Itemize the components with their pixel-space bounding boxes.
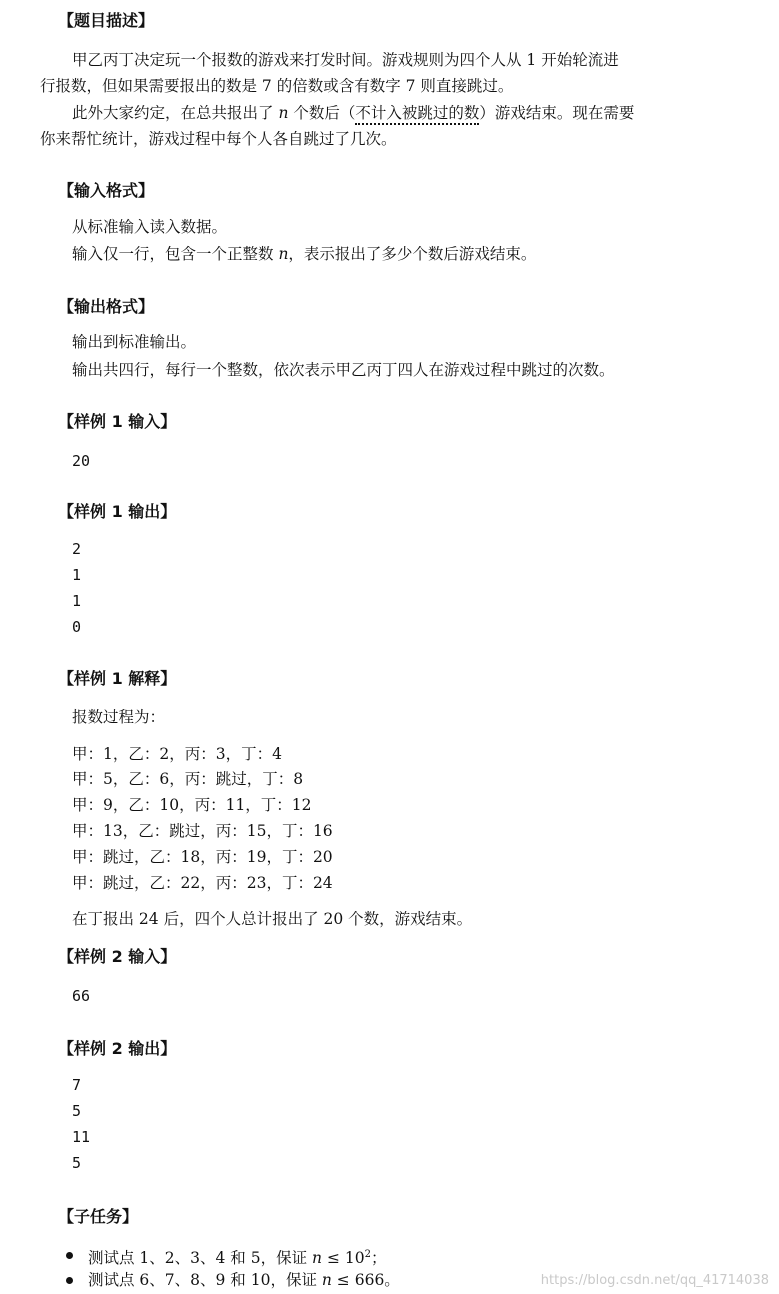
heading-sample1-input: 【样例 1 输入】 — [58, 412, 177, 431]
sample2-output-line: 5 — [72, 1154, 82, 1172]
bullet-icon — [66, 1252, 73, 1259]
sample1-input-value: 20 — [72, 452, 91, 470]
heading-sample2-input: 【样例 2 输入】 — [58, 947, 177, 966]
explain-intro: 报数过程为： — [72, 708, 166, 726]
input-line-1: 从标准输入读入数据。 — [72, 218, 228, 236]
desc-line-3: 此外大家约定，在总共报出了 n 个数后（不计入被跳过的数）游戏结束。现在需要 — [72, 101, 634, 125]
desc-line-1: 甲乙丙丁决定玩一个报数的游戏来打发时间。游戏规则为四个人从 1 开始轮流进 — [72, 51, 619, 69]
output-line-2: 输出共四行，每行一个整数，依次表示甲乙丙丁四人在游戏过程中跳过的次数。 — [72, 361, 615, 379]
sample1-output-line: 0 — [72, 618, 82, 636]
heading-subtasks: 【子任务】 — [58, 1207, 139, 1226]
heading-sample1-explain: 【样例 1 解释】 — [58, 669, 177, 688]
sample1-output-line: 2 — [72, 540, 82, 558]
sample1-output-line: 1 — [72, 592, 82, 610]
desc-line-4: 你来帮忙统计，游戏过程中每个人各自跳过了几次。 — [40, 130, 397, 148]
explain-round: 甲：13，乙：跳过，丙：15，丁：16 — [72, 822, 333, 840]
sample2-output-line: 5 — [72, 1102, 82, 1120]
sample1-output-line: 1 — [72, 566, 82, 584]
subtask-item-1: 测试点 1、2、3、4 和 5，保证 $n \le 10^2$； — [88, 1249, 387, 1268]
subtask-item-2: 测试点 6、7、8、9 和 10，保证 n ≤ 666。 — [88, 1271, 400, 1289]
heading-input: 【输入格式】 — [58, 181, 155, 200]
heading-description: 【题目描述】 — [58, 11, 155, 30]
heading-output: 【输出格式】 — [58, 297, 155, 316]
explain-round: 甲：跳过，乙：22，丙：23，丁：24 — [72, 874, 333, 892]
heading-sample2-output: 【样例 2 输出】 — [58, 1039, 177, 1058]
sample2-output-line: 11 — [72, 1128, 91, 1146]
sample2-input-value: 66 — [72, 987, 91, 1005]
watermark: https://blog.csdn.net/qq_41714038 — [540, 1273, 769, 1288]
heading-sample1-output: 【样例 1 输出】 — [58, 502, 177, 521]
explain-round: 甲：跳过，乙：18，丙：19，丁：20 — [72, 848, 333, 866]
output-line-1: 输出到标准输出。 — [72, 333, 197, 351]
bullet-icon — [66, 1277, 73, 1284]
explain-round: 甲：5，乙：6，丙：跳过，丁：8 — [72, 770, 304, 788]
explain-round: 甲：1，乙：2，丙：3，丁：4 — [72, 745, 282, 763]
input-line-2: 输入仅一行，包含一个正整数 n，表示报出了多少个数后游戏结束。 — [72, 245, 537, 263]
explain-end: 在丁报出 24 后，四个人总计报出了 20 个数，游戏结束。 — [72, 910, 473, 928]
desc-line-2: 行报数，但如果需要报出的数是 7 的倍数或含有数字 7 则直接跳过。 — [40, 77, 514, 95]
sample2-output-line: 7 — [72, 1076, 82, 1094]
explain-round: 甲：9，乙：10，丙：11，丁：12 — [72, 796, 312, 814]
emphasis-text: 不计入被跳过的数 — [355, 104, 479, 125]
